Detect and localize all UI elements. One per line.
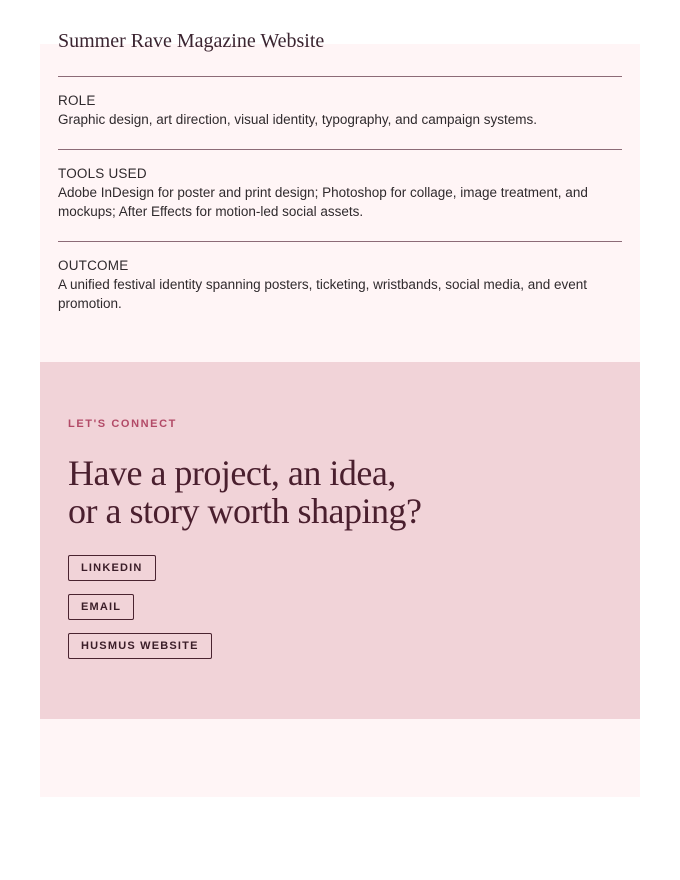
email-button[interactable]: EMAIL [68, 594, 134, 620]
project-page [40, 30, 640, 797]
headline-line-2: or a story worth shaping? [68, 491, 422, 531]
detail-label: TOOLS USED [58, 166, 147, 181]
project-details [58, 76, 622, 313]
detail-text: A unified festival identity spanning posters, ticketing, wristbands, social media, and event promotion. [58, 277, 588, 311]
detail-text: Graphic design, art direction, visual identity, typography, and campaign systems. [58, 112, 537, 127]
detail-label: ROLE [58, 93, 96, 108]
linkedin-button[interactable]: LINKEDIN [68, 555, 156, 581]
detail-role [58, 76, 622, 149]
headline-line-1: Have a project, an idea, [68, 453, 396, 493]
detail-text: Adobe InDesign for poster and print design; Photoshop for collage, image treatment, and mockups; After Effects for motion-led social assets. [58, 185, 588, 219]
detail-tools [58, 149, 622, 241]
project-title: Summer Rave Magazine Website [58, 30, 325, 52]
detail-label: OUTCOME [58, 258, 129, 273]
connect-eyebrow: LET'S CONNECT [68, 418, 177, 430]
connect-section [40, 362, 640, 719]
website-button[interactable]: HUSMUS WEBSITE [68, 633, 212, 659]
detail-outcome [58, 241, 622, 313]
connect-headline [68, 454, 488, 530]
